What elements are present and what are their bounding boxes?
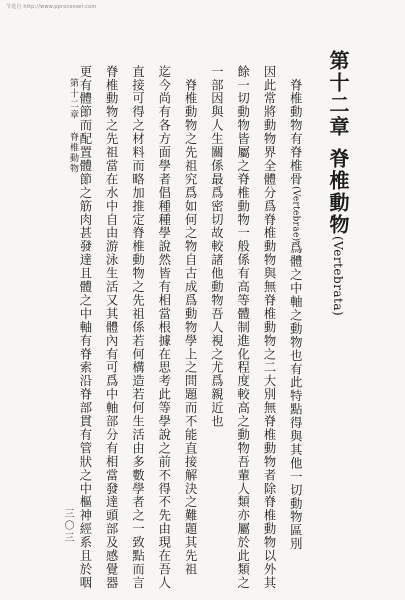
- text-segment: 一部因與人生關係最爲密切故較諸他動物吾人視之尤爲親近也: [209, 65, 224, 429]
- text-segment: 爲體之中軸之動物也有此特點得與其他一切動物區別: [288, 241, 303, 551]
- running-head-title: 脊椎動物: [68, 132, 78, 174]
- chapter-number: 第十二章: [326, 50, 350, 138]
- watermark: 节选自 http://www.pprocesser.com: [6, 4, 97, 10]
- text-column: [131, 65, 143, 590]
- latin-term: (Vertebrae): [290, 186, 301, 242]
- text-segment: 因此常將動物界全體分爲脊椎動物與無脊椎動物之二大別無脊椎動物者除脊椎動物以外其: [261, 65, 276, 590]
- text-column: [210, 65, 222, 428]
- running-head: [68, 78, 77, 174]
- page-number: 三〇三: [62, 508, 73, 544]
- text-segment: 更有體節而配置體節之筋肉甚發達且體之中軸有脊索沿脊部貫有管狀之中樞神經系且於咽: [77, 65, 92, 590]
- text-column: [158, 65, 170, 590]
- running-head-chapter: 第十二章: [68, 78, 78, 120]
- text-column: [184, 65, 196, 576]
- text-segment: 迄今尚有各方面學者倡種種學說然皆有相當根據在思考此等學說之前不得不先由現在吾人: [156, 65, 171, 590]
- text-segment: 脊椎動物有脊椎骨: [288, 65, 303, 187]
- chapter-latin-title: (Vertebrata): [331, 236, 345, 317]
- text-segment: 脊椎動物之先祖究爲如何之物自古成爲動物學上之問題而不能直接解決之難題其先祖: [183, 65, 198, 577]
- text-segment: 直接可得之材料而略加推定脊椎動物之先祖係若何構造若何生活由多數學者之一致點而言: [130, 65, 145, 590]
- text-column: [263, 65, 275, 590]
- text-column: [236, 65, 248, 590]
- text-segment: 脊椎動物之先祖當在水中自由游泳生活又其體內有可爲中軸部分有相當發達頭部及感覺器: [104, 65, 119, 590]
- text-segment: 餘一切動物皆屬之脊椎動物一般係有高等體制進化程度較高之動物吾輩人類亦屬於此類之: [235, 65, 250, 590]
- text-column: [105, 65, 117, 590]
- chapter-heading: [328, 50, 348, 316]
- chapter-title: 脊椎動物: [326, 148, 350, 236]
- text-column: [289, 65, 301, 551]
- text-column: [79, 65, 91, 590]
